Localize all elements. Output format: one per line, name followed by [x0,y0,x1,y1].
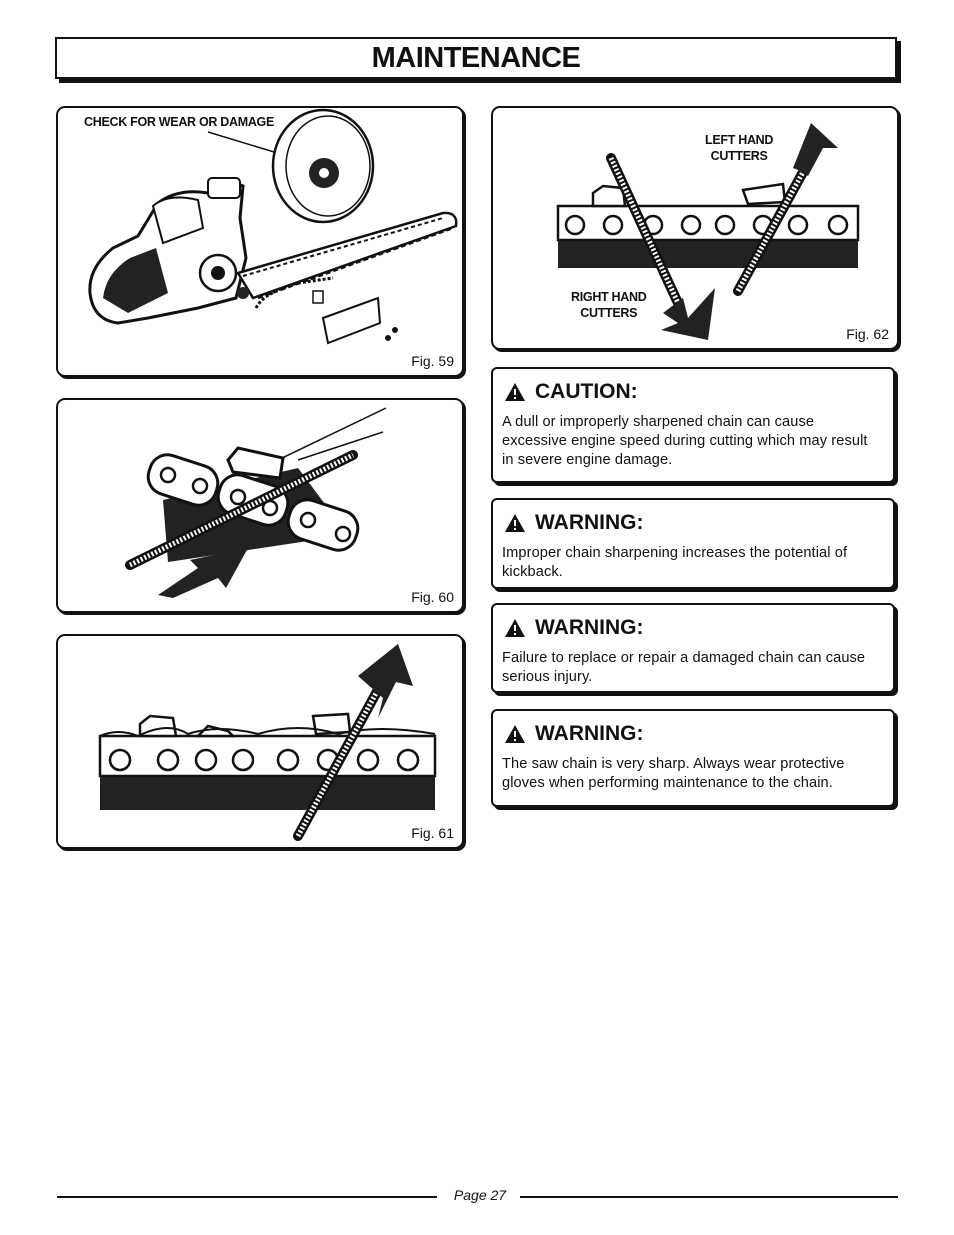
caution-heading: CAUTION: [535,380,638,403]
cutter-filing-illustration [493,108,897,348]
page-header [55,37,897,79]
figure-59 [56,106,464,377]
page-title: MAINTENANCE [371,41,581,74]
warning-heading: WARNING: [535,722,644,745]
figure-label: Fig. 62 [846,326,889,342]
warning-text: Improper chain sharpening increases the potential of kickback. [502,545,848,580]
warning-text: The saw chain is very sharp. Always wear protective gloves when performing maintenance to the chain. [502,756,845,791]
warning-box-3 [491,709,895,807]
footer-rule-left [57,1196,437,1198]
caution-box [491,367,895,483]
warning-box-1 [491,498,895,589]
figure-62 [491,106,899,350]
figure-label: Fig. 60 [411,589,454,605]
warning-heading: WARNING: [535,616,644,639]
warning-heading: WARNING: [535,511,644,534]
filing-angle-illustration [58,636,462,847]
figure-60 [56,398,464,613]
page-number: Page 27 [453,1187,507,1203]
figure-61 [56,634,464,849]
figure-label: Fig. 59 [411,353,454,369]
callout-left-hand-cutters: LEFT HAND CUTTERS [705,133,774,163]
caution-text: A dull or improperly sharpened chain can cause excessive engine speed during cutting which may result in severe engine damage. [502,414,868,468]
warning-triangle-icon [504,513,526,533]
warning-triangle-icon [504,618,526,638]
warning-text: Failure to replace or repair a damaged chain can cause serious injury. [502,650,866,685]
chain-sharpening-illustration [58,400,462,611]
warning-triangle-icon [504,382,526,402]
callout-check-wear: CHECK FOR WEAR OR DAMAGE [84,115,275,129]
footer-rule-right [520,1196,898,1198]
warning-triangle-icon [504,724,526,744]
chainsaw-illustration [58,108,462,375]
callout-right-hand-cutters: RIGHT HAND CUTTERS [571,290,647,320]
warning-box-2 [491,603,895,693]
figure-label: Fig. 61 [411,825,454,841]
